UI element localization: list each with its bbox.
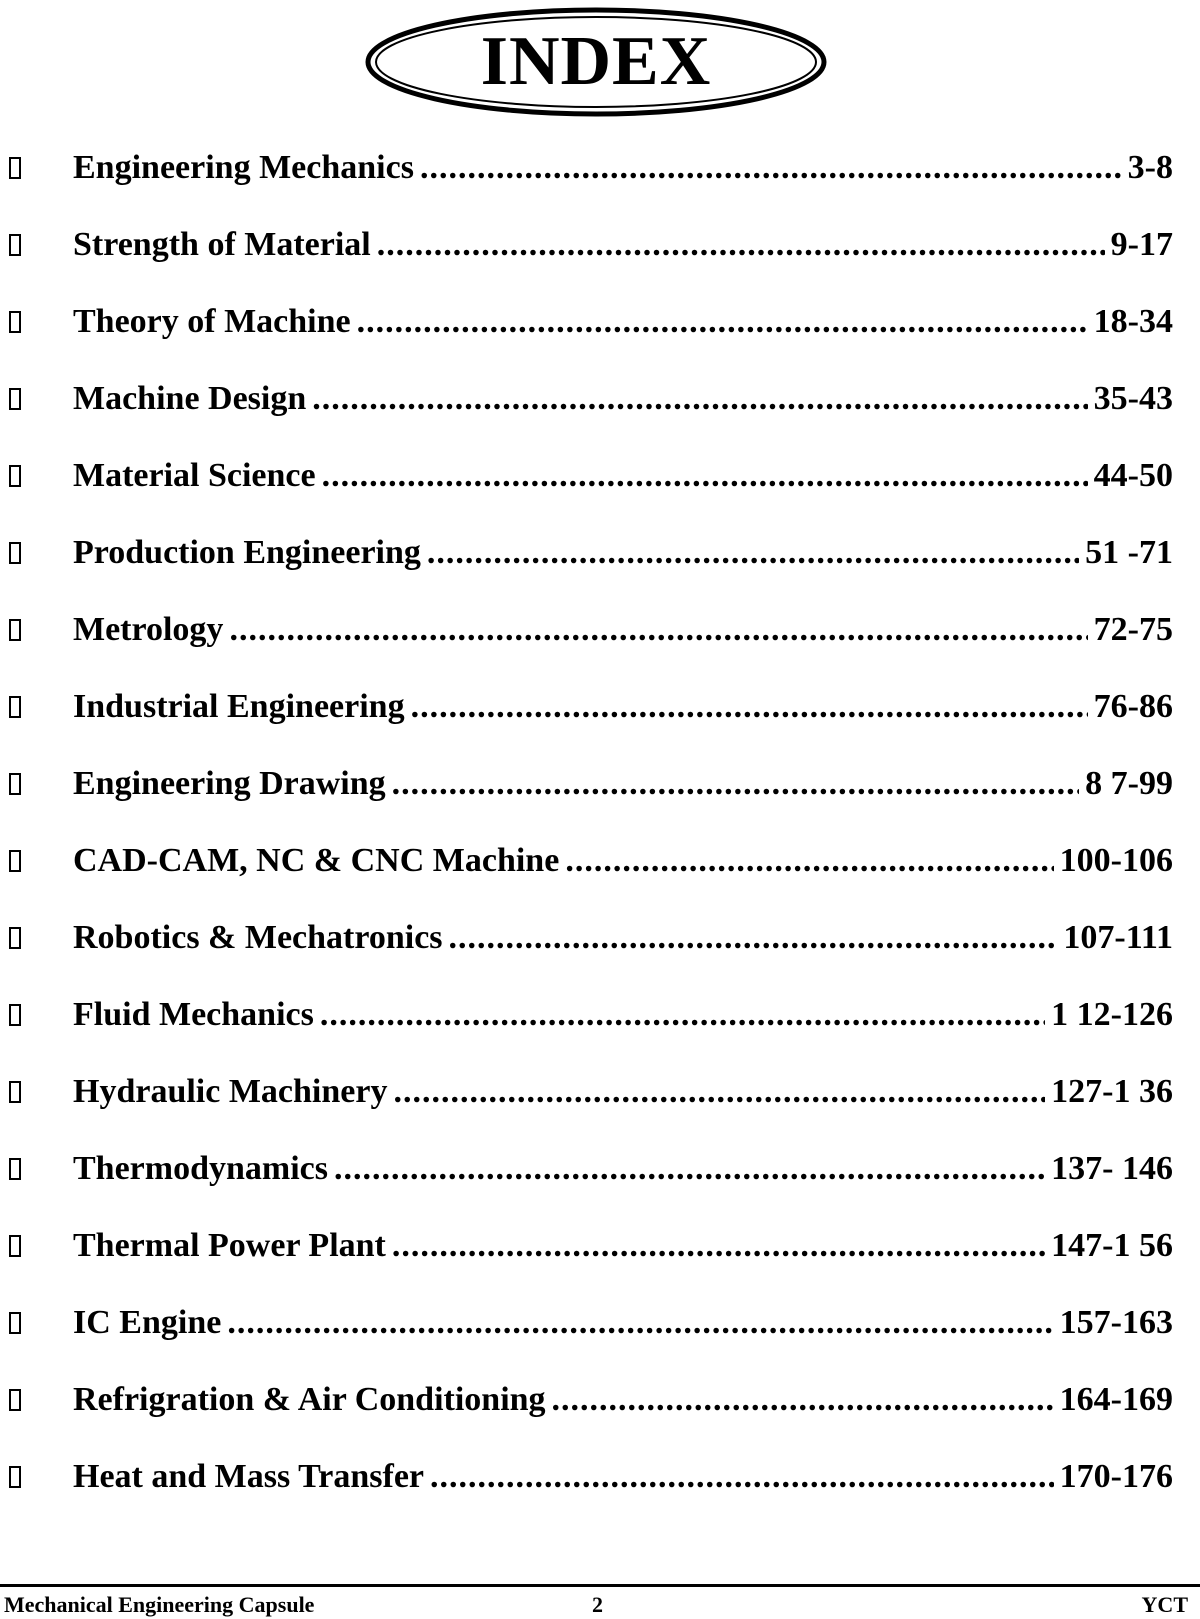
bullet-box-icon (9, 157, 21, 179)
index-entry (0, 443, 1200, 520)
dot-leader (411, 686, 1088, 728)
index-entry-pages: 170-176 (1059, 1458, 1173, 1495)
bullet-box-icon (9, 619, 21, 641)
index-entry (0, 212, 1200, 289)
dot-leader (449, 917, 1058, 959)
bullet-box-icon (9, 1158, 21, 1180)
index-entry-title: Production Engineering (73, 534, 421, 571)
index-entry-title: Heat and Mass Transfer (73, 1458, 425, 1495)
index-entry-pages: 137- 146 (1051, 1150, 1173, 1187)
dot-leader (392, 763, 1080, 805)
index-entry-title: Fluid Mechanics (73, 996, 314, 1033)
dot-leader (229, 609, 1087, 651)
index-entry-line (73, 686, 1173, 728)
index-entry-line (73, 301, 1173, 343)
dot-leader (320, 994, 1045, 1036)
bullet-box-icon (9, 311, 21, 333)
index-entry-pages: 100-106 (1059, 842, 1173, 879)
bullet-box-icon (9, 1081, 21, 1103)
dot-leader (312, 378, 1087, 420)
index-entry-pages: 44-50 (1093, 457, 1173, 494)
bullet-box-icon (9, 1235, 21, 1257)
index-entry (0, 751, 1200, 828)
index-entry-line (73, 994, 1173, 1036)
footer-book-title: Mechanical Engineering Capsule (4, 1592, 315, 1617)
index-entry (0, 520, 1200, 597)
index-entry-pages: 164-169 (1059, 1381, 1173, 1418)
index-entry (0, 1059, 1200, 1136)
page-footer (4, 1592, 1188, 1618)
bullet-box-icon (9, 696, 21, 718)
index-entry-title: Strength of Material (73, 226, 371, 263)
index-entry-title: Hydraulic Machinery (73, 1073, 388, 1110)
bullet-box-icon (9, 1004, 21, 1026)
index-entry-title: Material Science (73, 457, 316, 494)
index-entry-line (73, 1225, 1173, 1267)
page-title: INDEX (480, 23, 712, 100)
index-entry-line (73, 1302, 1173, 1344)
dot-leader (420, 147, 1122, 189)
index-entry (0, 1290, 1200, 1367)
bullet-box-icon (9, 388, 21, 410)
index-entry-line (73, 609, 1173, 651)
index-entry-line (73, 532, 1173, 574)
index-entry (0, 1213, 1200, 1290)
index-entry (0, 597, 1200, 674)
index-entry-pages: 76-86 (1093, 688, 1173, 725)
index-entry-pages: 35-43 (1093, 380, 1173, 417)
index-entry (0, 1444, 1200, 1521)
index-entry-line (73, 147, 1173, 189)
index-entry-pages: 51 -71 (1085, 534, 1173, 571)
bullet-box-icon (9, 773, 21, 795)
index-entry-title: Thermal Power Plant (73, 1227, 386, 1264)
index-entry-line (73, 1379, 1173, 1421)
index-entry-line (73, 917, 1173, 959)
index-entry-title: IC Engine (73, 1304, 222, 1341)
index-entry-title: Refrigration & Air Conditioning (73, 1381, 546, 1418)
index-entry (0, 905, 1200, 982)
index-entry-line (73, 455, 1173, 497)
index-entry-pages: 127-1 36 (1051, 1073, 1173, 1110)
bullet-box-icon (9, 1389, 21, 1411)
index-title-banner (363, 2, 829, 122)
index-entry-pages: 18-34 (1093, 303, 1173, 340)
dot-leader (357, 301, 1088, 343)
index-entry-pages: 147-1 56 (1051, 1227, 1173, 1264)
index-entry-line (73, 763, 1173, 805)
bullet-box-icon (9, 1466, 21, 1488)
index-entry (0, 135, 1200, 212)
index-entry-pages: 8 7-99 (1085, 765, 1173, 802)
dot-leader (552, 1379, 1054, 1421)
dot-leader (393, 1071, 1045, 1113)
index-entry-line (73, 378, 1173, 420)
bullet-box-icon (9, 465, 21, 487)
index-entry-title: Robotics & Mechatronics (73, 919, 443, 956)
bullet-box-icon (9, 927, 21, 949)
index-entry-line (73, 1071, 1173, 1113)
index-entry (0, 1367, 1200, 1444)
index-entry-title: CAD-CAM, NC & CNC Machine (73, 842, 560, 879)
index-entry (0, 828, 1200, 905)
index-entry (0, 674, 1200, 751)
index-entry-title: Theory of Machine (73, 303, 351, 340)
index-entry-title: Engineering Drawing (73, 765, 386, 802)
bullet-box-icon (9, 1312, 21, 1334)
index-entry-line (73, 1456, 1173, 1498)
index-entry-pages: 107-111 (1063, 919, 1173, 956)
footer-divider (0, 1584, 1200, 1587)
index-entry-line (73, 1148, 1173, 1190)
bullet-box-icon (9, 234, 21, 256)
dot-leader (334, 1148, 1045, 1190)
footer-publisher: YCT (1141, 1592, 1188, 1617)
index-entry (0, 982, 1200, 1059)
dot-leader (565, 840, 1053, 882)
index-entry-title: Machine Design (73, 380, 307, 417)
index-entry-pages: 72-75 (1093, 611, 1173, 648)
dot-leader (392, 1225, 1045, 1267)
index-entry-line (73, 840, 1173, 882)
dot-leader (227, 1302, 1053, 1344)
dot-leader (377, 224, 1105, 266)
index-entry-pages: 3-8 (1127, 149, 1173, 186)
index-entry-title: Industrial Engineering (73, 688, 405, 725)
index-entry (0, 289, 1200, 366)
index-list (0, 135, 1200, 1521)
index-entry (0, 1136, 1200, 1213)
dot-leader (430, 1456, 1054, 1498)
bullet-box-icon (9, 850, 21, 872)
index-entry (0, 366, 1200, 443)
index-entry-pages: 157-163 (1059, 1304, 1173, 1341)
bullet-box-icon (9, 542, 21, 564)
index-entry-line (73, 224, 1173, 266)
dot-leader (322, 455, 1088, 497)
footer-page-number: 2 (592, 1592, 603, 1617)
index-entry-pages: 1 12-126 (1051, 996, 1173, 1033)
index-entry-title: Thermodynamics (73, 1150, 328, 1187)
index-entry-pages: 9-17 (1110, 226, 1173, 263)
index-entry-title: Metrology (73, 611, 224, 648)
dot-leader (427, 532, 1079, 574)
index-entry-title: Engineering Mechanics (73, 149, 414, 186)
